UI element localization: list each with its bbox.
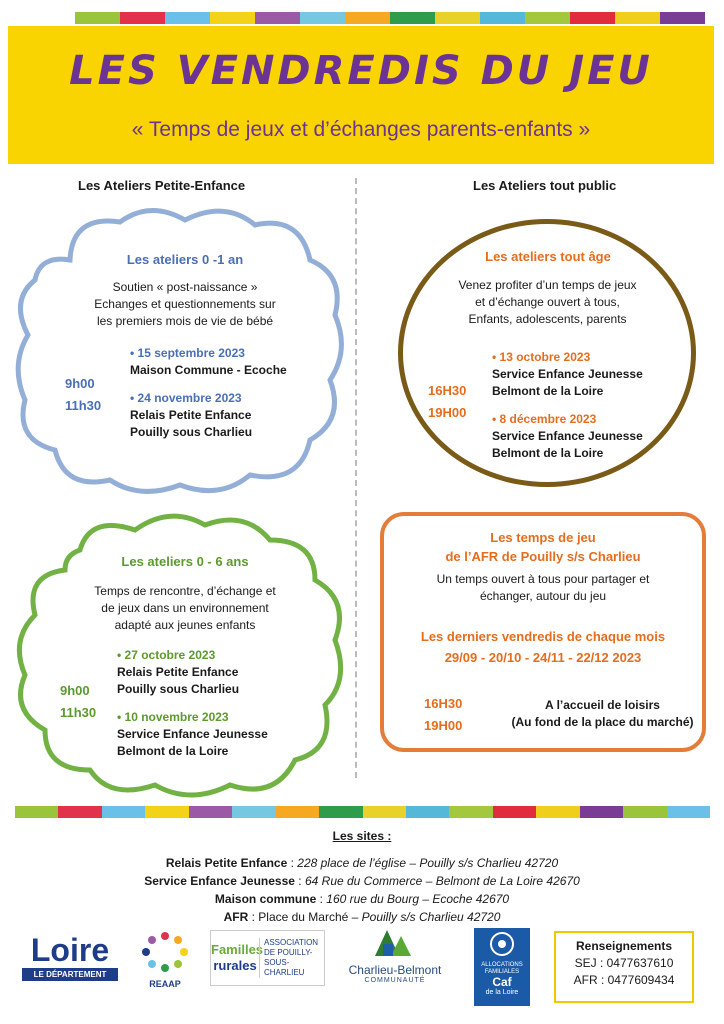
left-column-heading: Les Ateliers Petite-Enfance bbox=[78, 178, 246, 193]
charlieu-belmont-logo: Charlieu-Belmont COMMUNAUTÉ bbox=[335, 930, 455, 986]
site-line: Maison commune : 160 rue du Bourg – Ecoche 42670 bbox=[214, 892, 510, 906]
site-line: Relais Petite Enfance : 228 place de l’église – Pouilly s/s Charlieu 42720 bbox=[165, 856, 559, 870]
site-line: AFR : Place du Marché – Pouilly s/s Charlieu 42720 bbox=[223, 910, 501, 924]
workshop3-title: Les ateliers tout âge bbox=[485, 249, 611, 264]
loire-department-logo: Loire LE DÉPARTEMENT bbox=[22, 932, 118, 986]
bottom-color-stripe bbox=[15, 806, 710, 818]
workshop3-time: 16H30 19H00 bbox=[428, 383, 467, 420]
top-color-stripe bbox=[75, 12, 705, 24]
familles-rurales-logo: Familles rurales ASSOCIATION DE POUILLY- SOUS-CHARLIEU bbox=[210, 930, 325, 986]
contact-afr: AFR : 0477609434 bbox=[573, 973, 675, 987]
workshop1-desc: Soutien « post-naissance » Echanges et questionnements sur les premiers mois de vie de bébé bbox=[94, 280, 276, 328]
caf-logo: ALLOCATIONS FAMILIALES Caf de la Loire bbox=[474, 928, 530, 1006]
workshop2-title: Les ateliers 0 - 6 ans bbox=[121, 554, 249, 569]
workshop2-dates: • 27 octobre 2023 Relais Petite Enfance Pouilly sous Charlieu • 10 novembre 2023 Service Enfance Jeunesse Belmont de la Loire bbox=[117, 648, 268, 758]
page-title: LES VENDREDIS DU JEU bbox=[69, 48, 653, 94]
right-column-heading: Les Ateliers tout public bbox=[473, 178, 617, 193]
workshop4-title: Les temps de jeu de l’AFR de Pouilly s/s Charlieu bbox=[445, 530, 641, 564]
workshop3-dates: • 13 octobre 2023 Service Enfance Jeunesse Belmont de la Loire • 8 décembre 2023 Service Enfance Jeunesse Belmont de la Loire bbox=[492, 350, 643, 460]
contact-box bbox=[554, 931, 694, 1003]
page-subtitle: « Temps de jeux et d’échanges parents-enfants » bbox=[131, 118, 591, 141]
workshop2-time: 9h00 11h30 bbox=[60, 683, 97, 720]
contact-title: Renseignements bbox=[575, 939, 673, 953]
column-divider bbox=[355, 178, 357, 778]
contact-sej: SEJ : 0477637610 bbox=[574, 956, 674, 970]
workshop1-title: Les ateliers 0 -1 an bbox=[126, 252, 244, 267]
workshop4-time: 16H30 19H00 bbox=[424, 696, 463, 733]
workshop3-desc: Venez profiter d’un temps de jeux et d’échange ouvert à tous, Enfants, adolescents, parents bbox=[458, 278, 637, 326]
workshop2-desc: Temps de rencontre, d’échange et de jeux dans un environnement adapté aux jeunes enfants bbox=[94, 584, 276, 632]
sites-title: Les sites : bbox=[332, 829, 392, 843]
workshop4-schedule: Les derniers vendredis de chaque mois 29/09 - 20/10 - 24/11 - 22/12 2023 bbox=[420, 629, 666, 665]
title-banner bbox=[8, 26, 714, 164]
site-line: Service Enfance Jeunesse : 64 Rue du Commerce – Belmont de La Loire 42670 bbox=[144, 874, 580, 888]
workshop1-dates: • 15 septembre 2023 Maison Commune - Ecoche • 24 novembre 2023 Relais Petite Enfance Pouilly sous Charlieu bbox=[130, 346, 287, 439]
workshop4-place: A l’accueil de loisirs (Au fond de la place du marché) bbox=[511, 698, 694, 729]
workshop1-time: 9h00 11h30 bbox=[65, 376, 102, 413]
reaap-logo: REAAP bbox=[130, 930, 200, 990]
workshop4-desc: Un temps ouvert à tous pour partager et échanger, autour du jeu bbox=[436, 572, 650, 603]
